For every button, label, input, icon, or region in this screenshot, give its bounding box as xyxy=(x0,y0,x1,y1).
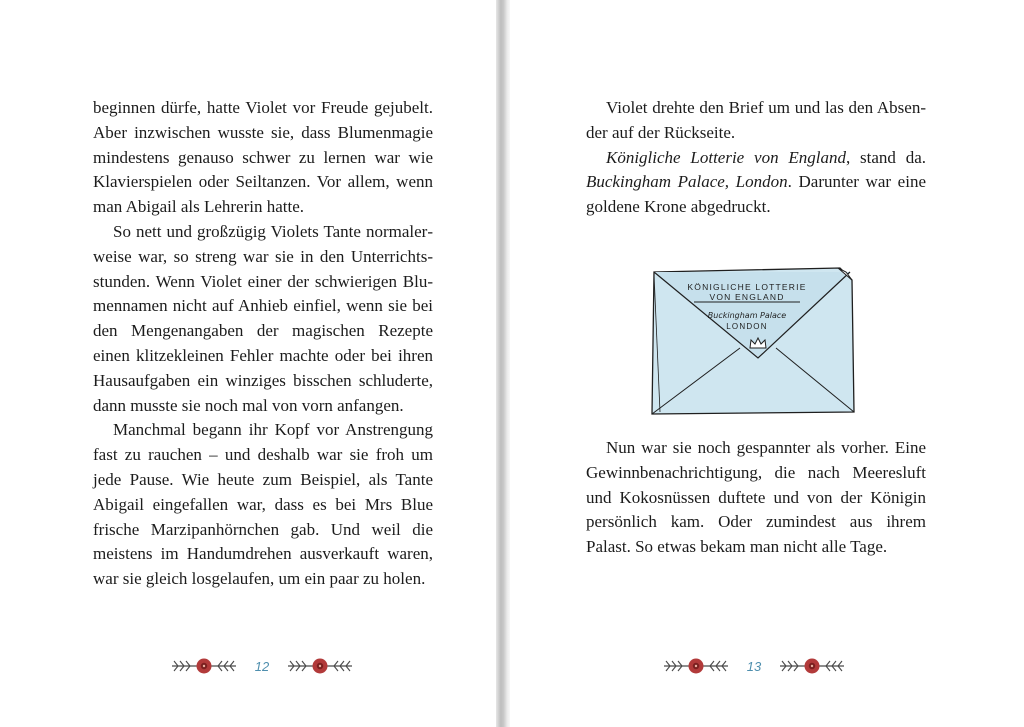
envelope-line-1: KÖNIGLICHE LOTTERIE xyxy=(687,282,807,292)
flower-ornament-icon xyxy=(776,654,848,678)
right-paragraph-2 xyxy=(586,146,926,220)
left-paragraph-3: Manchmal begann ihr Kopf vor Anstrengung fast zu rauchen – und deshalb war sie froh um jede Pause. Wie heute zum Beispiel, als Tante Abigail eingefallen war, dass es bei Mrs Blue frische Marzipanhörnchen gab. Und weil die meistens im Handumdrehen ausverkauft waren, war sie gleich losgelaufen, um ein paar zu holen. xyxy=(93,420,433,589)
lottery-name: Königliche Lotterie von England xyxy=(606,147,846,167)
left-paragraph-1: beginnen dürfe, hatte Violet vor Freude gejubelt. Aber inzwischen wusste sie, dass Blumenmagie mindestens genauso schwer zu lernen war wie Klavierspielen oder Seiltanzen. Vor allem, wenn man Abigail als Lehrerin hatte. xyxy=(93,98,433,217)
palace-address: Buckingham Palace, London xyxy=(586,172,788,192)
page-number-right: 13 xyxy=(746,658,762,674)
right-folio xyxy=(660,654,848,678)
left-page-text xyxy=(93,96,433,592)
flower-ornament-icon xyxy=(284,654,356,678)
right-page xyxy=(510,0,1024,727)
page-number-left: 12 xyxy=(254,658,270,674)
envelope-line-4: LONDON xyxy=(726,322,768,331)
envelope-line-2: VON ENGLAND xyxy=(709,292,785,302)
left-paragraph-2: So nett und großzügig Violets Tante normalerweise war, so streng war sie in den Unterrichtsstunden. Wenn Violet einer der schwierigen Blumennamen nicht auf Anhieb einfiel, wenn sie bei den Mengenangaben der magischen Rezepte einen klitzekleinen Fehler machte oder bei ihren Hausaufgaben ein winziges bisschen schluderte, dann musste sie noch mal von vorn anfangen. xyxy=(93,221,433,415)
right-paragraph-1: Violet drehte den Brief um und las den Absender auf der Rückseite. xyxy=(586,98,926,142)
right-paragraph-2-text-b: . Darunter war eine goldene Krone abgedruckt. xyxy=(586,172,926,217)
envelope-illustration xyxy=(640,262,870,422)
left-folio xyxy=(168,654,356,678)
flower-ornament-icon xyxy=(168,654,240,678)
right-paragraph-3: Nun war sie noch gespannter als vorher. Eine Gewinnbenachrichtigung, die nach Meeresluft und Kokosnüssen duftete und von der Königin persönlich kam. Oder zumindest aus ihrem Palast. So etwas bekam man nicht alle Tage. xyxy=(586,437,926,557)
right-paragraph-2-text-a: , stand da. xyxy=(845,147,926,167)
book-gutter xyxy=(496,0,510,727)
envelope-line-3: Buckingham Palace xyxy=(707,311,787,320)
left-page xyxy=(0,0,500,727)
flower-ornament-icon xyxy=(660,654,732,678)
